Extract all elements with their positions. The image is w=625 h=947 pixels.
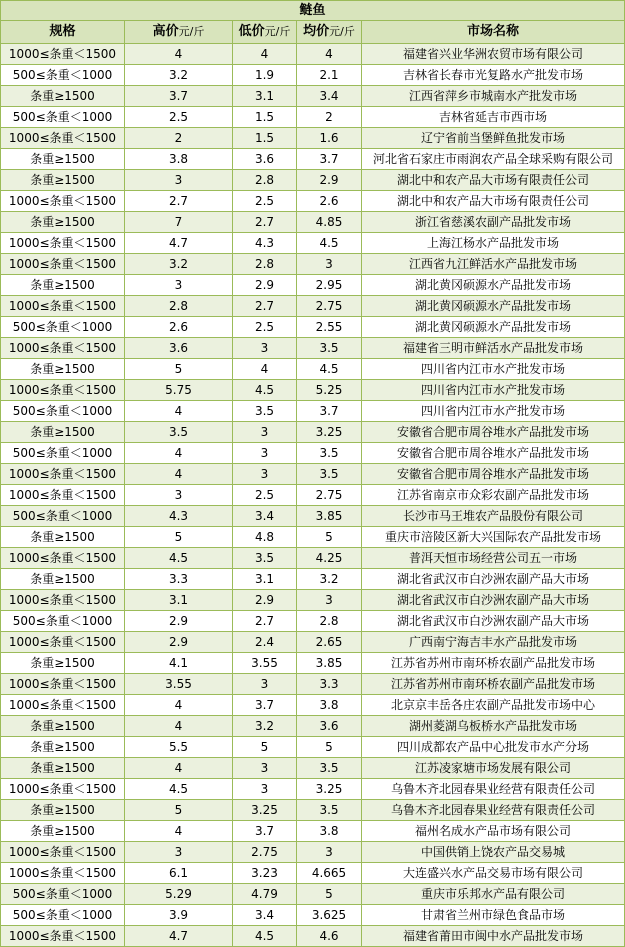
header-high-unit: 元/斤	[178, 25, 205, 38]
high-price-cell: 3.9	[125, 905, 233, 926]
avg-price-cell: 5	[297, 737, 362, 758]
spec-cell: 条重≥1500	[1, 821, 125, 842]
low-price-cell: 1.9	[233, 65, 297, 86]
low-price-cell: 4.5	[233, 380, 297, 401]
table-row	[1, 170, 625, 191]
high-price-cell: 2.9	[125, 611, 233, 632]
market-cell: 湖北黄冈硕源水产品批发市场	[362, 296, 625, 317]
low-price-cell: 3.25	[233, 800, 297, 821]
table-row	[1, 800, 625, 821]
high-price-cell: 3	[125, 842, 233, 863]
spec-cell: 500≤条重＜1000	[1, 443, 125, 464]
market-cell: 重庆市乐邦水产品有限公司	[362, 884, 625, 905]
table-row	[1, 527, 625, 548]
low-price-cell: 3	[233, 674, 297, 695]
market-cell: 湖北中和农产品大市场有限责任公司	[362, 191, 625, 212]
market-cell: 福州名成水产品市场有限公司	[362, 821, 625, 842]
avg-price-cell: 4	[297, 44, 362, 65]
table-row	[1, 716, 625, 737]
high-price-cell: 3.8	[125, 149, 233, 170]
low-price-cell: 3.4	[233, 506, 297, 527]
market-cell: 上海江杨水产品批发市场	[362, 233, 625, 254]
low-price-cell: 2.7	[233, 611, 297, 632]
spec-cell: 1000≤条重＜1500	[1, 485, 125, 506]
avg-price-cell: 3.25	[297, 422, 362, 443]
header-market: 市场名称	[362, 21, 625, 44]
spec-cell: 1000≤条重＜1500	[1, 674, 125, 695]
table-row	[1, 254, 625, 275]
low-price-cell: 2.8	[233, 254, 297, 275]
spec-cell: 1000≤条重＜1500	[1, 548, 125, 569]
low-price-cell: 2.5	[233, 191, 297, 212]
market-cell: 重庆市涪陵区新大兴国际农产品批发市场	[362, 527, 625, 548]
spec-cell: 条重≥1500	[1, 569, 125, 590]
market-cell: 福建省兴业华洲农贸市场有限公司	[362, 44, 625, 65]
market-cell: 湖北省武汉市白沙洲农副产品大市场	[362, 611, 625, 632]
low-price-cell: 3.7	[233, 821, 297, 842]
market-cell: 乌鲁木齐北园春果业经营有限责任公司	[362, 800, 625, 821]
market-cell: 福建省三明市鲜活水产品批发市场	[362, 338, 625, 359]
low-price-cell: 3.1	[233, 569, 297, 590]
avg-price-cell: 4.25	[297, 548, 362, 569]
spec-cell: 500≤条重＜1000	[1, 107, 125, 128]
avg-price-cell: 4.85	[297, 212, 362, 233]
avg-price-cell: 4.5	[297, 359, 362, 380]
market-cell: 江苏省南京市众彩农副产品批发市场	[362, 485, 625, 506]
avg-price-cell: 4.6	[297, 926, 362, 947]
high-price-cell: 5.29	[125, 884, 233, 905]
avg-price-cell: 2.55	[297, 317, 362, 338]
table-row	[1, 695, 625, 716]
high-price-cell: 3.6	[125, 338, 233, 359]
low-price-cell: 2.9	[233, 275, 297, 296]
high-price-cell: 3	[125, 275, 233, 296]
spec-cell: 条重≥1500	[1, 275, 125, 296]
table-row	[1, 401, 625, 422]
market-cell: 江西省九江鲜活水产品批发市场	[362, 254, 625, 275]
header-avg: 均价元/斤	[297, 21, 362, 44]
spec-cell: 条重≥1500	[1, 737, 125, 758]
low-price-cell: 3	[233, 464, 297, 485]
table-row	[1, 191, 625, 212]
high-price-cell: 6.1	[125, 863, 233, 884]
spec-cell: 1000≤条重＜1500	[1, 632, 125, 653]
table-row	[1, 737, 625, 758]
low-price-cell: 2.75	[233, 842, 297, 863]
table-row	[1, 506, 625, 527]
avg-price-cell: 2.1	[297, 65, 362, 86]
market-cell: 湖北黄冈硕源水产品批发市场	[362, 275, 625, 296]
avg-price-cell: 3.625	[297, 905, 362, 926]
spec-cell: 1000≤条重＜1500	[1, 695, 125, 716]
low-price-cell: 3	[233, 443, 297, 464]
avg-price-cell: 3.6	[297, 716, 362, 737]
high-price-cell: 3.55	[125, 674, 233, 695]
market-cell: 江苏省苏州市南环桥农副产品批发市场	[362, 674, 625, 695]
low-price-cell: 5	[233, 737, 297, 758]
market-cell: 四川省内江市水产批发市场	[362, 401, 625, 422]
avg-price-cell: 2.6	[297, 191, 362, 212]
avg-price-cell: 2.75	[297, 485, 362, 506]
market-cell: 四川成都农产品中心批发市水产分场	[362, 737, 625, 758]
table-row	[1, 128, 625, 149]
market-cell: 四川省内江市水产批发市场	[362, 359, 625, 380]
low-price-cell: 3.5	[233, 401, 297, 422]
market-cell: 河北省石家庄市雨润农产品全球采购有限公司	[362, 149, 625, 170]
table-row	[1, 548, 625, 569]
market-cell: 广西南宁海吉丰水产品批发市场	[362, 632, 625, 653]
market-cell: 湖州菱湖乌板桥水产品批发市场	[362, 716, 625, 737]
spec-cell: 条重≥1500	[1, 653, 125, 674]
table-row	[1, 632, 625, 653]
high-price-cell: 2	[125, 128, 233, 149]
table-row	[1, 485, 625, 506]
market-cell: 福建省莆田市闽中水产品批发市场	[362, 926, 625, 947]
avg-price-cell: 2	[297, 107, 362, 128]
low-price-cell: 2.5	[233, 317, 297, 338]
market-cell: 辽宁省前当堡鲜鱼批发市场	[362, 128, 625, 149]
avg-price-cell: 4.665	[297, 863, 362, 884]
header-row	[1, 21, 625, 44]
spec-cell: 条重≥1500	[1, 716, 125, 737]
header-high: 高价元/斤	[125, 21, 233, 44]
spec-cell: 条重≥1500	[1, 800, 125, 821]
market-cell: 北京京丰岳各庄农副产品批发市场中心	[362, 695, 625, 716]
spec-cell: 500≤条重＜1000	[1, 317, 125, 338]
table-row	[1, 212, 625, 233]
high-price-cell: 4	[125, 401, 233, 422]
spec-cell: 条重≥1500	[1, 149, 125, 170]
spec-cell: 1000≤条重＜1500	[1, 44, 125, 65]
low-price-cell: 3.7	[233, 695, 297, 716]
low-price-cell: 2.4	[233, 632, 297, 653]
market-cell: 乌鲁木齐北园春果业经营有限责任公司	[362, 779, 625, 800]
table-row	[1, 443, 625, 464]
avg-price-cell: 2.95	[297, 275, 362, 296]
table-row	[1, 590, 625, 611]
high-price-cell: 3.2	[125, 254, 233, 275]
spec-cell: 500≤条重＜1000	[1, 506, 125, 527]
high-price-cell: 5.75	[125, 380, 233, 401]
avg-price-cell: 3.7	[297, 149, 362, 170]
title-row	[1, 1, 625, 21]
low-price-cell: 4	[233, 359, 297, 380]
market-cell: 吉林省延吉市西市场	[362, 107, 625, 128]
market-cell: 吉林省长春市光复路水产批发市场	[362, 65, 625, 86]
spec-cell: 1000≤条重＜1500	[1, 254, 125, 275]
avg-price-cell: 3.25	[297, 779, 362, 800]
high-price-cell: 5.5	[125, 737, 233, 758]
spec-cell: 1000≤条重＜1500	[1, 926, 125, 947]
high-price-cell: 4.7	[125, 926, 233, 947]
avg-price-cell: 3.5	[297, 758, 362, 779]
high-price-cell: 5	[125, 527, 233, 548]
table-row	[1, 317, 625, 338]
high-price-cell: 3.2	[125, 65, 233, 86]
table-title: 鲢鱼	[1, 1, 625, 21]
high-price-cell: 4	[125, 716, 233, 737]
avg-price-cell: 3	[297, 254, 362, 275]
avg-price-cell: 3.5	[297, 338, 362, 359]
spec-cell: 500≤条重＜1000	[1, 884, 125, 905]
spec-cell: 1000≤条重＜1500	[1, 863, 125, 884]
spec-cell: 1000≤条重＜1500	[1, 338, 125, 359]
spec-cell: 条重≥1500	[1, 422, 125, 443]
table-row	[1, 149, 625, 170]
spec-cell: 条重≥1500	[1, 527, 125, 548]
avg-price-cell: 5	[297, 884, 362, 905]
table-row	[1, 884, 625, 905]
avg-price-cell: 1.6	[297, 128, 362, 149]
table-row	[1, 296, 625, 317]
low-price-cell: 3.55	[233, 653, 297, 674]
spec-cell: 500≤条重＜1000	[1, 401, 125, 422]
market-cell: 四川省内江市水产批发市场	[362, 380, 625, 401]
avg-price-cell: 2.75	[297, 296, 362, 317]
spec-cell: 500≤条重＜1000	[1, 65, 125, 86]
high-price-cell: 2.9	[125, 632, 233, 653]
market-cell: 湖北黄冈硕源水产品批发市场	[362, 317, 625, 338]
avg-price-cell: 3.5	[297, 800, 362, 821]
market-cell: 江苏省苏州市南环桥农副产品批发市场	[362, 653, 625, 674]
low-price-cell: 3.5	[233, 548, 297, 569]
low-price-cell: 4.3	[233, 233, 297, 254]
low-price-cell: 1.5	[233, 107, 297, 128]
table-row	[1, 758, 625, 779]
market-cell: 湖北省武汉市白沙洲农副产品大市场	[362, 590, 625, 611]
spec-cell: 条重≥1500	[1, 359, 125, 380]
avg-price-cell: 3.5	[297, 443, 362, 464]
low-price-cell: 3	[233, 758, 297, 779]
high-price-cell: 2.7	[125, 191, 233, 212]
table-row	[1, 926, 625, 947]
spec-cell: 1000≤条重＜1500	[1, 779, 125, 800]
high-price-cell: 2.6	[125, 317, 233, 338]
table-row	[1, 779, 625, 800]
low-price-cell: 2.8	[233, 170, 297, 191]
low-price-cell: 4.79	[233, 884, 297, 905]
table-row	[1, 338, 625, 359]
header-avg-unit: 元/斤	[329, 25, 355, 38]
avg-price-cell: 4.5	[297, 233, 362, 254]
table-row	[1, 905, 625, 926]
header-spec: 规格	[1, 21, 125, 44]
high-price-cell: 3.3	[125, 569, 233, 590]
market-cell: 安徽省合肥市周谷堆水产品批发市场	[362, 443, 625, 464]
low-price-cell: 3.4	[233, 905, 297, 926]
high-price-cell: 4.3	[125, 506, 233, 527]
table-row	[1, 569, 625, 590]
high-price-cell: 5	[125, 800, 233, 821]
high-price-cell: 4	[125, 821, 233, 842]
low-price-cell: 2.7	[233, 212, 297, 233]
low-price-cell: 1.5	[233, 128, 297, 149]
avg-price-cell: 2.9	[297, 170, 362, 191]
table-row	[1, 611, 625, 632]
spec-cell: 条重≥1500	[1, 86, 125, 107]
avg-price-cell: 3.3	[297, 674, 362, 695]
low-price-cell: 2.7	[233, 296, 297, 317]
low-price-cell: 3.2	[233, 716, 297, 737]
table-row	[1, 842, 625, 863]
market-cell: 江西省萍乡市城南水产批发市场	[362, 86, 625, 107]
high-price-cell: 4	[125, 695, 233, 716]
market-cell: 湖北中和农产品大市场有限责任公司	[362, 170, 625, 191]
avg-price-cell: 3	[297, 590, 362, 611]
avg-price-cell: 2.8	[297, 611, 362, 632]
avg-price-cell: 5	[297, 527, 362, 548]
spec-cell: 500≤条重＜1000	[1, 611, 125, 632]
avg-price-cell: 3.85	[297, 653, 362, 674]
market-cell: 中国供销上饶农产品交易城	[362, 842, 625, 863]
market-cell: 大连盛兴水产品交易市场有限公司	[362, 863, 625, 884]
high-price-cell: 3	[125, 170, 233, 191]
low-price-cell: 3.1	[233, 86, 297, 107]
header-low-unit: 元/斤	[264, 25, 291, 38]
high-price-cell: 2.5	[125, 107, 233, 128]
spec-cell: 1000≤条重＜1500	[1, 191, 125, 212]
market-cell: 浙江省慈溪农副产品批发市场	[362, 212, 625, 233]
header-low: 低价元/斤	[233, 21, 297, 44]
table-row	[1, 86, 625, 107]
spec-cell: 1000≤条重＜1500	[1, 296, 125, 317]
table-row	[1, 821, 625, 842]
low-price-cell: 3.23	[233, 863, 297, 884]
high-price-cell: 4	[125, 464, 233, 485]
high-price-cell: 7	[125, 212, 233, 233]
high-price-cell: 3.5	[125, 422, 233, 443]
avg-price-cell: 5.25	[297, 380, 362, 401]
low-price-cell: 2.5	[233, 485, 297, 506]
table-row	[1, 380, 625, 401]
table-row	[1, 674, 625, 695]
avg-price-cell: 3	[297, 842, 362, 863]
avg-price-cell: 3.2	[297, 569, 362, 590]
low-price-cell: 3	[233, 338, 297, 359]
avg-price-cell: 2.65	[297, 632, 362, 653]
table-row	[1, 422, 625, 443]
table-row	[1, 65, 625, 86]
table-row	[1, 359, 625, 380]
high-price-cell: 4.1	[125, 653, 233, 674]
spec-cell: 1000≤条重＜1500	[1, 842, 125, 863]
spec-cell: 500≤条重＜1000	[1, 905, 125, 926]
high-price-cell: 4.5	[125, 548, 233, 569]
avg-price-cell: 3.7	[297, 401, 362, 422]
high-price-cell: 4.7	[125, 233, 233, 254]
spec-cell: 条重≥1500	[1, 758, 125, 779]
avg-price-cell: 3.85	[297, 506, 362, 527]
market-cell: 安徽省合肥市周谷堆水产品批发市场	[362, 422, 625, 443]
high-price-cell: 4	[125, 443, 233, 464]
low-price-cell: 4.8	[233, 527, 297, 548]
table-row	[1, 653, 625, 674]
table-row	[1, 44, 625, 65]
avg-price-cell: 3.5	[297, 464, 362, 485]
high-price-cell: 3.7	[125, 86, 233, 107]
spec-cell: 1000≤条重＜1500	[1, 128, 125, 149]
market-cell: 安徽省合肥市周谷堆水产品批发市场	[362, 464, 625, 485]
market-cell: 江苏凌家塘市场发展有限公司	[362, 758, 625, 779]
high-price-cell: 4	[125, 44, 233, 65]
high-price-cell: 2.8	[125, 296, 233, 317]
low-price-cell: 2.9	[233, 590, 297, 611]
low-price-cell: 4	[233, 44, 297, 65]
avg-price-cell: 3.8	[297, 821, 362, 842]
high-price-cell: 3.1	[125, 590, 233, 611]
avg-price-cell: 3.4	[297, 86, 362, 107]
market-cell: 湖北省武汉市白沙洲农副产品大市场	[362, 569, 625, 590]
spec-cell: 1000≤条重＜1500	[1, 233, 125, 254]
avg-price-cell: 3.8	[297, 695, 362, 716]
spec-cell: 1000≤条重＜1500	[1, 590, 125, 611]
low-price-cell: 3	[233, 422, 297, 443]
spec-cell: 条重≥1500	[1, 170, 125, 191]
low-price-cell: 4.5	[233, 926, 297, 947]
table-row	[1, 275, 625, 296]
spec-cell: 条重≥1500	[1, 212, 125, 233]
high-price-cell: 4	[125, 758, 233, 779]
high-price-cell: 4.5	[125, 779, 233, 800]
spec-cell: 1000≤条重＜1500	[1, 464, 125, 485]
table-row	[1, 863, 625, 884]
high-price-cell: 3	[125, 485, 233, 506]
high-price-cell: 5	[125, 359, 233, 380]
low-price-cell: 3	[233, 779, 297, 800]
market-cell: 普洱天恒市场经营公司五一市场	[362, 548, 625, 569]
spec-cell: 1000≤条重＜1500	[1, 380, 125, 401]
table-row	[1, 107, 625, 128]
market-cell: 长沙市马王堆农产品股份有限公司	[362, 506, 625, 527]
market-cell: 甘肃省兰州市绿色食品市场	[362, 905, 625, 926]
low-price-cell: 3.6	[233, 149, 297, 170]
table-row	[1, 464, 625, 485]
table-row	[1, 233, 625, 254]
